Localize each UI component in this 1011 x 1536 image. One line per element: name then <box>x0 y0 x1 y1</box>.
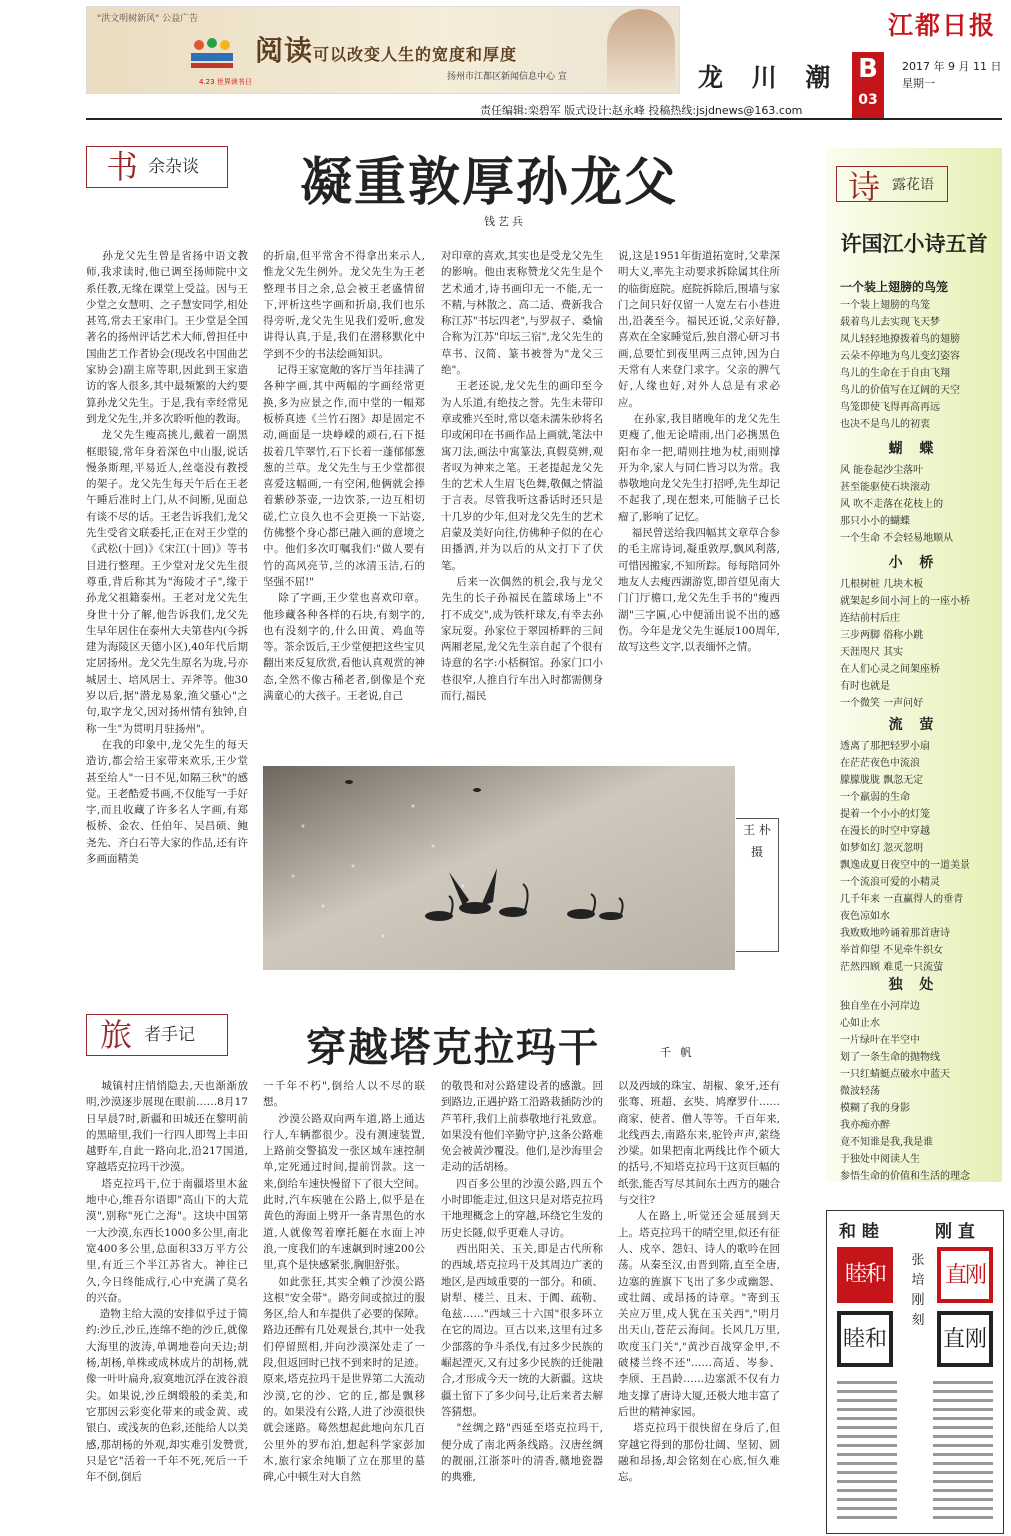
banner-tag: "洪文明树新风" 公益广告 <box>97 14 199 24</box>
article2-column-1: 城镇村庄悄悄隐去,天也渐渐放明,沙漠逐步展现在眼前……8月17日早晨7时,新疆和田城还在黎明前的黑暗里,我们一行四人即驾上丰田越野车,自此一路向北,沿217国道,穿越塔克拉玛干沙漠。 塔克拉玛干,位于南疆塔里木盆地中心,维吾尔语即"高山下的大荒漠",别称"死亡之海"。这块中国第一大沙漠,东西长1000多公里,南北宽400多公里,总面积33万平方公里,有近三个半江苏省大。神往已久,今日终能成行,心中充满了莫名的兴奋。 造物主给大漠的安排似乎过于简约:沙丘,沙丘,连绵不绝的沙丘,就像大海里的波涛,单调地卷向天边;胡杨,胡杨,单株或成林成片的胡杨,就像一叶叶扁舟,寂寞地沉浮在波谷浪尖。如果说,沙丘绸缎般的柔美,和它那因云彩变化带来的或金黄、或银白、或浅灰的色彩,还能给人以美感,那胡杨的外观,却实难引发赞赏,只是它"活着一千年不死,死后一千年不倒,倒后 <box>86 1080 249 1484</box>
poem-line: 如梦如幻 忽灭忽明 <box>840 843 924 854</box>
reading-woman-photo <box>607 9 675 91</box>
banner-badge: 4.23 世界读书日 <box>199 78 252 86</box>
poetry-title: 许国江小诗五首 <box>840 231 988 256</box>
poem-line: 茫然四顾 难觅一只流萤 <box>840 962 944 973</box>
seal-upright-red: 直刚 <box>937 1247 993 1303</box>
seal-left-title: 和 睦 <box>839 1222 879 1242</box>
poem-line: 一个微笑 一声问好 <box>840 698 924 709</box>
article2-author: 千 帆 <box>660 1046 695 1059</box>
poem-line: 一只红蜻蜓点破水中蓝天 <box>840 1069 950 1080</box>
poem-2 <box>826 438 1002 547</box>
poem-line: 模糊了我的身影 <box>840 1103 910 1114</box>
poem-line: 鸟儿的价值写在辽阔的天空 <box>840 385 960 396</box>
banner-org: 扬州市江都区新闻信息中心 宣 <box>447 72 567 82</box>
article2-column-4: 以及西域的珠宝、胡椒、象牙,还有张骞、班超、玄奘、鸠摩罗什……商家、使者、僧人等等。千百年来,北线西去,南路东来,驼铃声声,萦绕沙梁。如果把南北两线比作个硕大的括号,不知塔克拉玛干这页巨幅的纸张,能否写尽其间东土西方的融合与交往? 人在路上,听觉还会延展到天上。塔克拉玛干的晴空里,似还有征人、戍卒、怨妇、诗人的歌吟在回荡。从秦至汉,由晋到隋,直至全唐,边塞的旌旗下飞出了多少或幽怨、或壮阔、或昂扬的诗章。"寄到玉关应万里,戍人犹在玉关西","明月出天山,苍茫云海间。长风几万里,吹度玉门关","黄沙百战穿金甲,不破楼兰终不还"……高适、岑参、李颀、王昌龄……边塞派不仅有力地支撑了唐诗大厦,还极大地丰富了后世的精神家园。 塔克拉玛干很快留在身后了,但穿越它得到的那份壮阔、坚韧、圆融和昂扬,却会铭刻在心底,恒久难忘。 <box>618 1080 780 1484</box>
poem-line: 透离了那把轻罗小扇 <box>840 741 930 752</box>
editor-credits: 责任编辑:栾碧军 版式设计:赵永峰 投稿热线:jsjdnews@163.com <box>480 104 803 117</box>
poem-line: 一片绿叶在半空中 <box>840 1035 920 1046</box>
section-icon-poetry: 诗 <box>848 168 881 206</box>
article1-column-4: 说,这是1951年街道拓宽时,父辈深明大义,率先主动要求拆除属其住所的临街庭院。庭院拆除后,围墙与家门之间只好仅留一人宽左右小巷进出,沿袭至今。福民还说,父亲好静,喜欢在全家睡觉后,独自潜心研习书画,总要忙到夜里两三点钟,因为白天常有人来登门求字。父亲的脾气好,人缘也好,对外人总是有求必应。 在孙家,我目睹晚年的龙父先生更瘦了,他无论晴雨,出门必携黑色阳布伞一把,晴则拄地为杖,雨则撑开为伞,家人与同仁皆习以为常。我恭敬地向龙父先生打招呼,先生却记不起我了,现在想来,可能脑子已长瘤了,影响了记忆。 福民曾送给我四幅其文章草合参的毛主席诗词,凝重敦厚,飘风利落,可惜因搬家,不知所踪。每每陪同外地友人去瘦西湖游览,即首望见南大门门厅檐口,龙父先生手书的"瘦西湖"三字匾,心中便涌出说不出的感伤。今年是龙父先生诞辰100周年,故写这些文字,以表缅怀之情。 <box>618 250 781 654</box>
poem-title: 蝴 蝶 <box>888 441 940 457</box>
seal-side-inscription-left <box>837 1381 897 1521</box>
seal-carving-panel <box>826 1210 1004 1534</box>
poem-line: 连结前村后庄 <box>840 613 900 624</box>
seal-harmony-black: 睦和 <box>837 1311 893 1367</box>
section-label-essay: 余杂谈 <box>148 157 199 177</box>
poem-3 <box>826 552 1002 712</box>
section-label-travel: 者手记 <box>144 1025 195 1045</box>
article1-author: 钱艺兵 <box>484 215 526 228</box>
page-letter: B <box>858 54 878 84</box>
poem-line: 云朵不停地为鸟儿变幻姿容 <box>840 351 960 362</box>
poem-line: 一个流浪可爱的小精灵 <box>840 877 940 888</box>
poem-line: 心如止水 <box>840 1018 880 1029</box>
poem-line: 凤儿轻轻地撩拨着鸟的翅膀 <box>840 334 960 345</box>
poem-line: 划了一条生命的抛物线 <box>840 1052 940 1063</box>
poem-line: 于独处中阅读人生 <box>840 1154 920 1165</box>
page-number: 03 <box>858 92 878 108</box>
header-rule <box>86 118 1002 120</box>
poem-line: 一个生命 不会轻易地顺从 <box>840 533 954 544</box>
poem-line: 在人们心灵之间架座桥 <box>840 664 940 675</box>
issue-date <box>902 58 1001 92</box>
article1-title: 凝重敦厚孙龙父 <box>300 152 679 213</box>
article2-title: 穿越塔克拉玛干 <box>306 1024 600 1071</box>
photo-credit: 王 朴 摄 <box>736 818 779 952</box>
poem-line: 甚至能驱使石块滚动 <box>840 482 930 493</box>
poem-line: 举首仰望 不见牵牛织女 <box>840 945 944 956</box>
books-logo-icon <box>187 37 237 71</box>
poem-line: 天涯咫尺 其实 <box>840 647 904 658</box>
poem-line: 提着一个小小的灯笼 <box>840 809 930 820</box>
poem-line: 飘逸成夏日夜空中的一道美景 <box>840 860 970 871</box>
swans-lake-photo <box>263 766 735 970</box>
poem-line: 有时也就是 <box>840 681 890 692</box>
seal-harmony-red: 睦和 <box>837 1247 893 1303</box>
poem-line: 几千年来 一直赢得人的垂青 <box>840 894 964 905</box>
poem-line: 在茫茫夜色中流浪 <box>840 758 920 769</box>
article2-column-3: 的敬畏和对公路建设者的感激。回到路边,正遇护路工沿路栽插防沙的芦苇秆,我们上前恭敬地行礼致意。如果没有他们辛勤守护,这条公路难免会被黄沙覆没。他们,是沙海里会走动的活胡杨。 四百多公里的沙漠公路,四五个小时即能走过,但这只是对塔克拉玛干地理概念上的穿越,环绕它生发的历史长隧,似乎更难人寻访。 西出阳关、玉关,即是古代所称的西域,塔克拉玛干及其周边广袤的地区,是西域重要的一部分。和硕、尉犁、楼兰、且末、于阗、疏勒、龟兹……"西域三十六国"很多环立在它的周边。亘古以来,这里有过多少部落的争斗杀伐,有过多少民族的崛起湮灭,又有过多少民族的迁徙融合,才形成今天一统的大新疆。这块疆土留下了多少问号,让后来者去解答猜想。 "丝绸之路"西延至塔克拉玛干,便分成了南北两条线路。汉唐丝绸的靓丽,江浙茶叶的清香,赣地瓷器的典雅, <box>441 1080 603 1484</box>
weekday-text: 星期一 <box>902 77 935 90</box>
poem-line: 就架起乡间小河上的一座小桥 <box>840 596 970 607</box>
poem-line: 那只小小的蝴蝶 <box>840 516 910 527</box>
poem-1 <box>826 278 1002 433</box>
section-icon-travel: 旅 <box>100 1016 133 1054</box>
poem-5 <box>826 974 1002 1185</box>
date-text: 2017 年 9 月 11 日 <box>902 60 1002 73</box>
article2-column-2: 一千年不朽",倒给人以不尽的联想。 沙漠公路双向两车道,路上通达行人,车辆都很少。没有测速装置,上路前交警搞发一张区域车速控制单,定死通过时间,提前罚款。这一来,倒给车速快慢留下了很大空间。此时,汽车疾驰在公路上,似乎是在黄色的海面上劈开一条青黑色的水道,人就像驾着摩托艇在水面上冲浪,一度我们的车速飙到时速200公里,真个是快感紧张,胸胆舒张。 如此张狂,其实全赖了沙漠公路这根"安全带"。路旁间或掠过的服务区,给人和车提供了必要的保障。路边还醉有几处观景台,其中一处我们停留照相,并向沙漠深处走了一段,但返回时已找不到来时的足迹。原来,塔克拉玛干是世界第二大流动沙漠,它的沙、它的丘,都是飘移的。如果没有公路,人进了沙漠很快就会迷路。蓦然想起此地向东几百公里外的罗布泊,想起科学家彭加木,旅行家余纯顺了立在那里的墓碑,心中顿生对大自然 <box>263 1080 425 1484</box>
poetry-sidebar <box>826 148 1002 1182</box>
seal-right-title: 刚 直 <box>935 1222 975 1242</box>
poem-line: 一个羸弱的生命 <box>840 792 910 803</box>
poem-title: 小 桥 <box>888 555 940 571</box>
public-service-banner <box>86 6 680 94</box>
poem-4 <box>826 714 1002 976</box>
section-icon-book: 书 <box>106 148 139 186</box>
poem-line: 参悟生命的价值和生活的理念 <box>840 1171 970 1182</box>
poem-line: 朦朦胧胧 飘忽无定 <box>840 775 924 786</box>
poem-title: 独 处 <box>888 977 940 993</box>
poem-line: 竟不知谁是我,我是谁 <box>840 1137 934 1148</box>
poem-line: 鸟笼即使飞得再高再远 <box>840 402 940 413</box>
seal-side-inscription-right <box>933 1381 993 1521</box>
poem-line: 风 吹不走落在花枝上的 <box>840 499 944 510</box>
article1-column-1: 孙龙父先生曾是省扬中语文教师,我求读时,他已调至扬师院中文系任教,无缘在课堂上受益。因与王少堂之女慧明、之子慧安同学,相处甚笃,常去王家串门。王少堂是全国著名的扬州评话艺术大师,曾担任中国曲艺工作者协会(现改名中国曲艺家协会)副主席等职,因此到王家造访的客人很多,其中最频繁的大约要算孙龙父先生。于是,我有幸经常见到龙父先生,并多次聆听他的教诲。 龙父先生瘦高挑儿,戴着一副黑框眼镜,常年身着深色中山服,说话慢条斯理,平易近人,丝毫没有教授的架子。龙父先生每天午后在王老午睡后准时上门,从不间断,见面总有谈不尽的话。王老告诉我们,龙父先生受省文联委托,正在对王少堂的《武松(十回)》《宋江(十回)》等书目进行整理。王少堂对龙父先生很尊重,背后称其为"海陵才子",缘于孙龙父祖籍泰州。王老对龙父先生身世十分了解,他告诉我们,龙父先生早年居住在泰州大夫第巷内(今拆建为海陵区天德小区),40年代后期定居扬州。龙父先生原名为珑,号亦城居士、培风居士、弄斧等。他30岁以后,据"潜龙易象,渔父骚心"之句,取字龙父,因对扬州情有独钟,自称一生"为贯明月驻扬州"。 在我的印象中,龙父先生的每天造访,都会给王家带来欢乐,王少堂甚至给人"一日不见,如隔三秋"的感觉。王老酷爱书画,不仅能写一手好字,而且收藏了许多名人字画,有郑板桥、金农、任伯年、吴昌硕、鲍尧先、齐白石等大家的作品,还有许多画面精美 <box>86 250 248 865</box>
newspaper-logo: 江都日报 <box>888 11 997 40</box>
poem-line: 鸟儿的生命在于自由飞翔 <box>840 368 950 379</box>
poem-line: 我亦痴亦醉 <box>840 1120 890 1131</box>
poem-title: 流 萤 <box>888 717 940 733</box>
poem-line: 三步两脚 俗称小跳 <box>840 630 924 641</box>
poem-line: 几根树桩 几块木板 <box>840 579 924 590</box>
section-label-poetry: 露花语 <box>892 177 934 193</box>
poem-line: 风 能卷起沙尘落叶 <box>840 465 924 476</box>
poem-line: 也决不是鸟儿的初衷 <box>840 419 930 430</box>
article1-column-3: 对印章的喜欢,其实也是受龙父先生的影响。他由衷称赞龙父先生是个艺术通才,诗书画印无一不能,无一不精,与林散之、高二适、费新我合称江苏"书坛四老",与罗叔子、桑愉合称为江苏"印坛三宿",龙父先生的草书、汉简、篆书被誉为"龙父三绝"。 王老还说,龙父先生的画印至今为人乐道,有绝技之誉。先生未带印章或雅兴至时,常以毫未濡朱砂将名印或闲印在书画作品上画就,笔法中寓刀法,画法中寓篆法,真假莫辨,观者叹为神来之笔。王老提起龙父先生的艺术人生眉飞色舞,敬佩之情溢于言表。尽管我听这番话时还只是十几岁的少年,但对龙父先生的艺术启蒙及美好向往,仿佛种子似的在心田播洒,并为以后的从文打下了伏笔。 后来一次偶然的机会,我与龙父先生的长子孙福民在篮球场上"不打不成交",成为铁杆球友,有幸去孙家玩耍。孙家位于翠园桥畔的三间两厢老屋,龙父先生亲自起了个很有诗意的名字:小栝桐馆。孙家门口小巷很窄,人推自行车出入时都需侧身而行,福民 <box>441 250 603 703</box>
poem-line: 我败败地吟诵着那首唐诗 <box>840 928 950 939</box>
seal-upright-black: 直刚 <box>937 1311 993 1367</box>
poem-line: 一个装上翅膀的鸟笼 <box>840 300 930 311</box>
section-name: 龙 川 潮 <box>698 63 841 92</box>
poem-title: 一个装上翅膀的鸟笼 <box>840 280 949 294</box>
poem-line: 载着鸟儿去实现飞天梦 <box>840 317 940 328</box>
poem-line: 夜色凉如水 <box>840 911 890 922</box>
banner-headline: 阅读可以改变人生的宽度和厚度 <box>255 34 518 67</box>
poem-line: 在漫长的时空中穿越 <box>840 826 930 837</box>
page-badge <box>852 52 884 118</box>
seal-artist: 张培刚刻 <box>911 1253 925 1328</box>
poem-line: 独自坐在小河岸边 <box>840 1001 920 1012</box>
poem-line: 微波轻荡 <box>840 1086 880 1097</box>
article1-column-2: 的折扇,但平常舍不得拿出来示人,惟龙父先生例外。龙父先生为王老整理书目之余,总会被王老盛情留下,评析这些字画和折扇,我们也乐得旁听,龙父先生见我们爱听,愈发讲得认真,于是,我们在潜移默化中学到不少的书法绘画知识。 记得王家宽敞的客厅当年挂满了各种字画,其中两幅的字画经常更换,多为应景之作,而中堂的一幅郑板桥真迹《兰竹石图》却是固定不动,画面是一块峥嵘的顽石,石下挺拔着几竿翠竹,石下长着一蓬郁郁葱葱的兰草。龙父先生与王少堂都很喜爱这幅画,一有空闲,他俩就会捧着紫砂茶壶,一边饮茶,一边互相切磋,伫立良久也不会更换一下站姿,仿佛整个身心都已融入画的意境之中。他们多次叮嘱我们:"做人要有竹的高风亮节,兰的冰清玉洁,石的坚强不屈!" 除了字画,王少堂也喜欢印章。他珍藏各种各样的石块,有刻字的,也有没刻字的,什么田黄、鸡血等等。茶余饭后,王少堂便把这些宝贝翻出来反复欣赏,看他认真观赏的神态,全然不像古稀老者,倒像是个充满童心的大孩子。王老说,自己 <box>263 250 426 703</box>
